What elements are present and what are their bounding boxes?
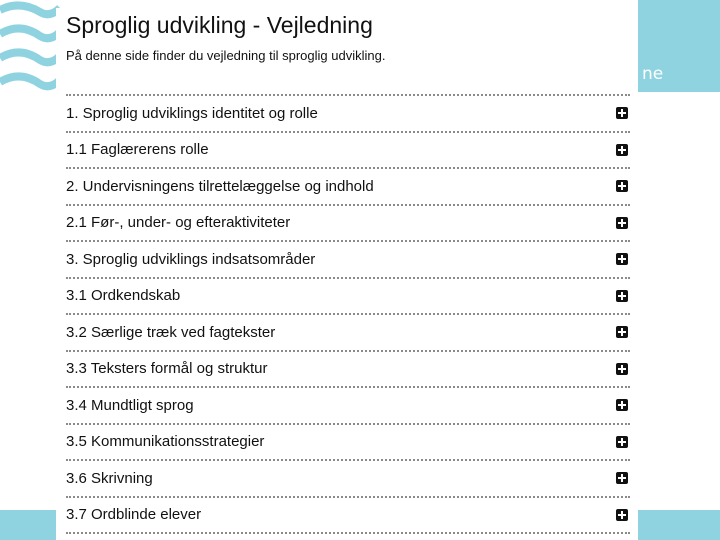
accordion-item-label: 3. Sproglig udviklings indsatsområder: [66, 250, 316, 268]
expand-plus-icon[interactable]: [616, 217, 628, 229]
accordion-item-label: 2. Undervisningens tilrettelæggelse og indhold: [66, 177, 374, 195]
accordion-item[interactable]: [66, 461, 630, 496]
page-title: Sproglig udvikling - Vejledning: [66, 12, 373, 38]
accordion-item-label: 1. Sproglig udviklings identitet og rolle: [66, 104, 318, 122]
background-right-text: ne: [642, 64, 664, 84]
accordion-item[interactable]: [66, 498, 630, 533]
accordion-item-label: 3.4 Mundtligt sprog: [66, 396, 194, 414]
wave-decoration-icon: [0, 0, 60, 100]
accordion-item[interactable]: [66, 133, 630, 168]
section-list: [66, 94, 630, 534]
expand-plus-icon[interactable]: [616, 180, 628, 192]
accordion-item[interactable]: [66, 315, 630, 350]
accordion-item[interactable]: [66, 352, 630, 387]
accordion-item[interactable]: [66, 96, 630, 131]
accordion-item-label: 3.3 Teksters formål og struktur: [66, 360, 268, 378]
accordion-item-label: 3.1 Ordkendskab: [66, 287, 181, 305]
accordion-item-label: 3.7 Ordblinde elever: [66, 506, 202, 524]
accordion-item-label: 3.5 Kommunikationsstrategier: [66, 433, 265, 451]
accordion-item-label: 2.1 Før-, under- og efteraktiviteter: [66, 214, 291, 232]
expand-plus-icon[interactable]: [616, 253, 628, 265]
expand-plus-icon[interactable]: [616, 363, 628, 375]
accordion-item[interactable]: [66, 206, 630, 241]
accordion-item[interactable]: [66, 242, 630, 277]
expand-plus-icon[interactable]: [616, 399, 628, 411]
expand-plus-icon[interactable]: [616, 290, 628, 302]
page-intro: På denne side finder du vejledning til sproglig udvikling.: [66, 48, 386, 63]
accordion-item[interactable]: [66, 425, 630, 460]
accordion-item-label: 3.2 Særlige træk ved fagtekster: [66, 323, 276, 341]
guide-page: [56, 8, 638, 540]
expand-plus-icon[interactable]: [616, 107, 628, 119]
expand-plus-icon[interactable]: [616, 436, 628, 448]
accordion-item[interactable]: [66, 279, 630, 314]
accordion-item-label: 1.1 Faglærerens rolle: [66, 141, 209, 159]
accordion-item-label: 3.6 Skrivning: [66, 469, 153, 487]
accordion-item[interactable]: [66, 169, 630, 204]
expand-plus-icon[interactable]: [616, 509, 628, 521]
expand-plus-icon[interactable]: [616, 472, 628, 484]
background-left: [0, 0, 56, 540]
expand-plus-icon[interactable]: [616, 326, 628, 338]
divider: [66, 532, 630, 534]
expand-plus-icon[interactable]: [616, 144, 628, 156]
accordion-item[interactable]: [66, 388, 630, 423]
